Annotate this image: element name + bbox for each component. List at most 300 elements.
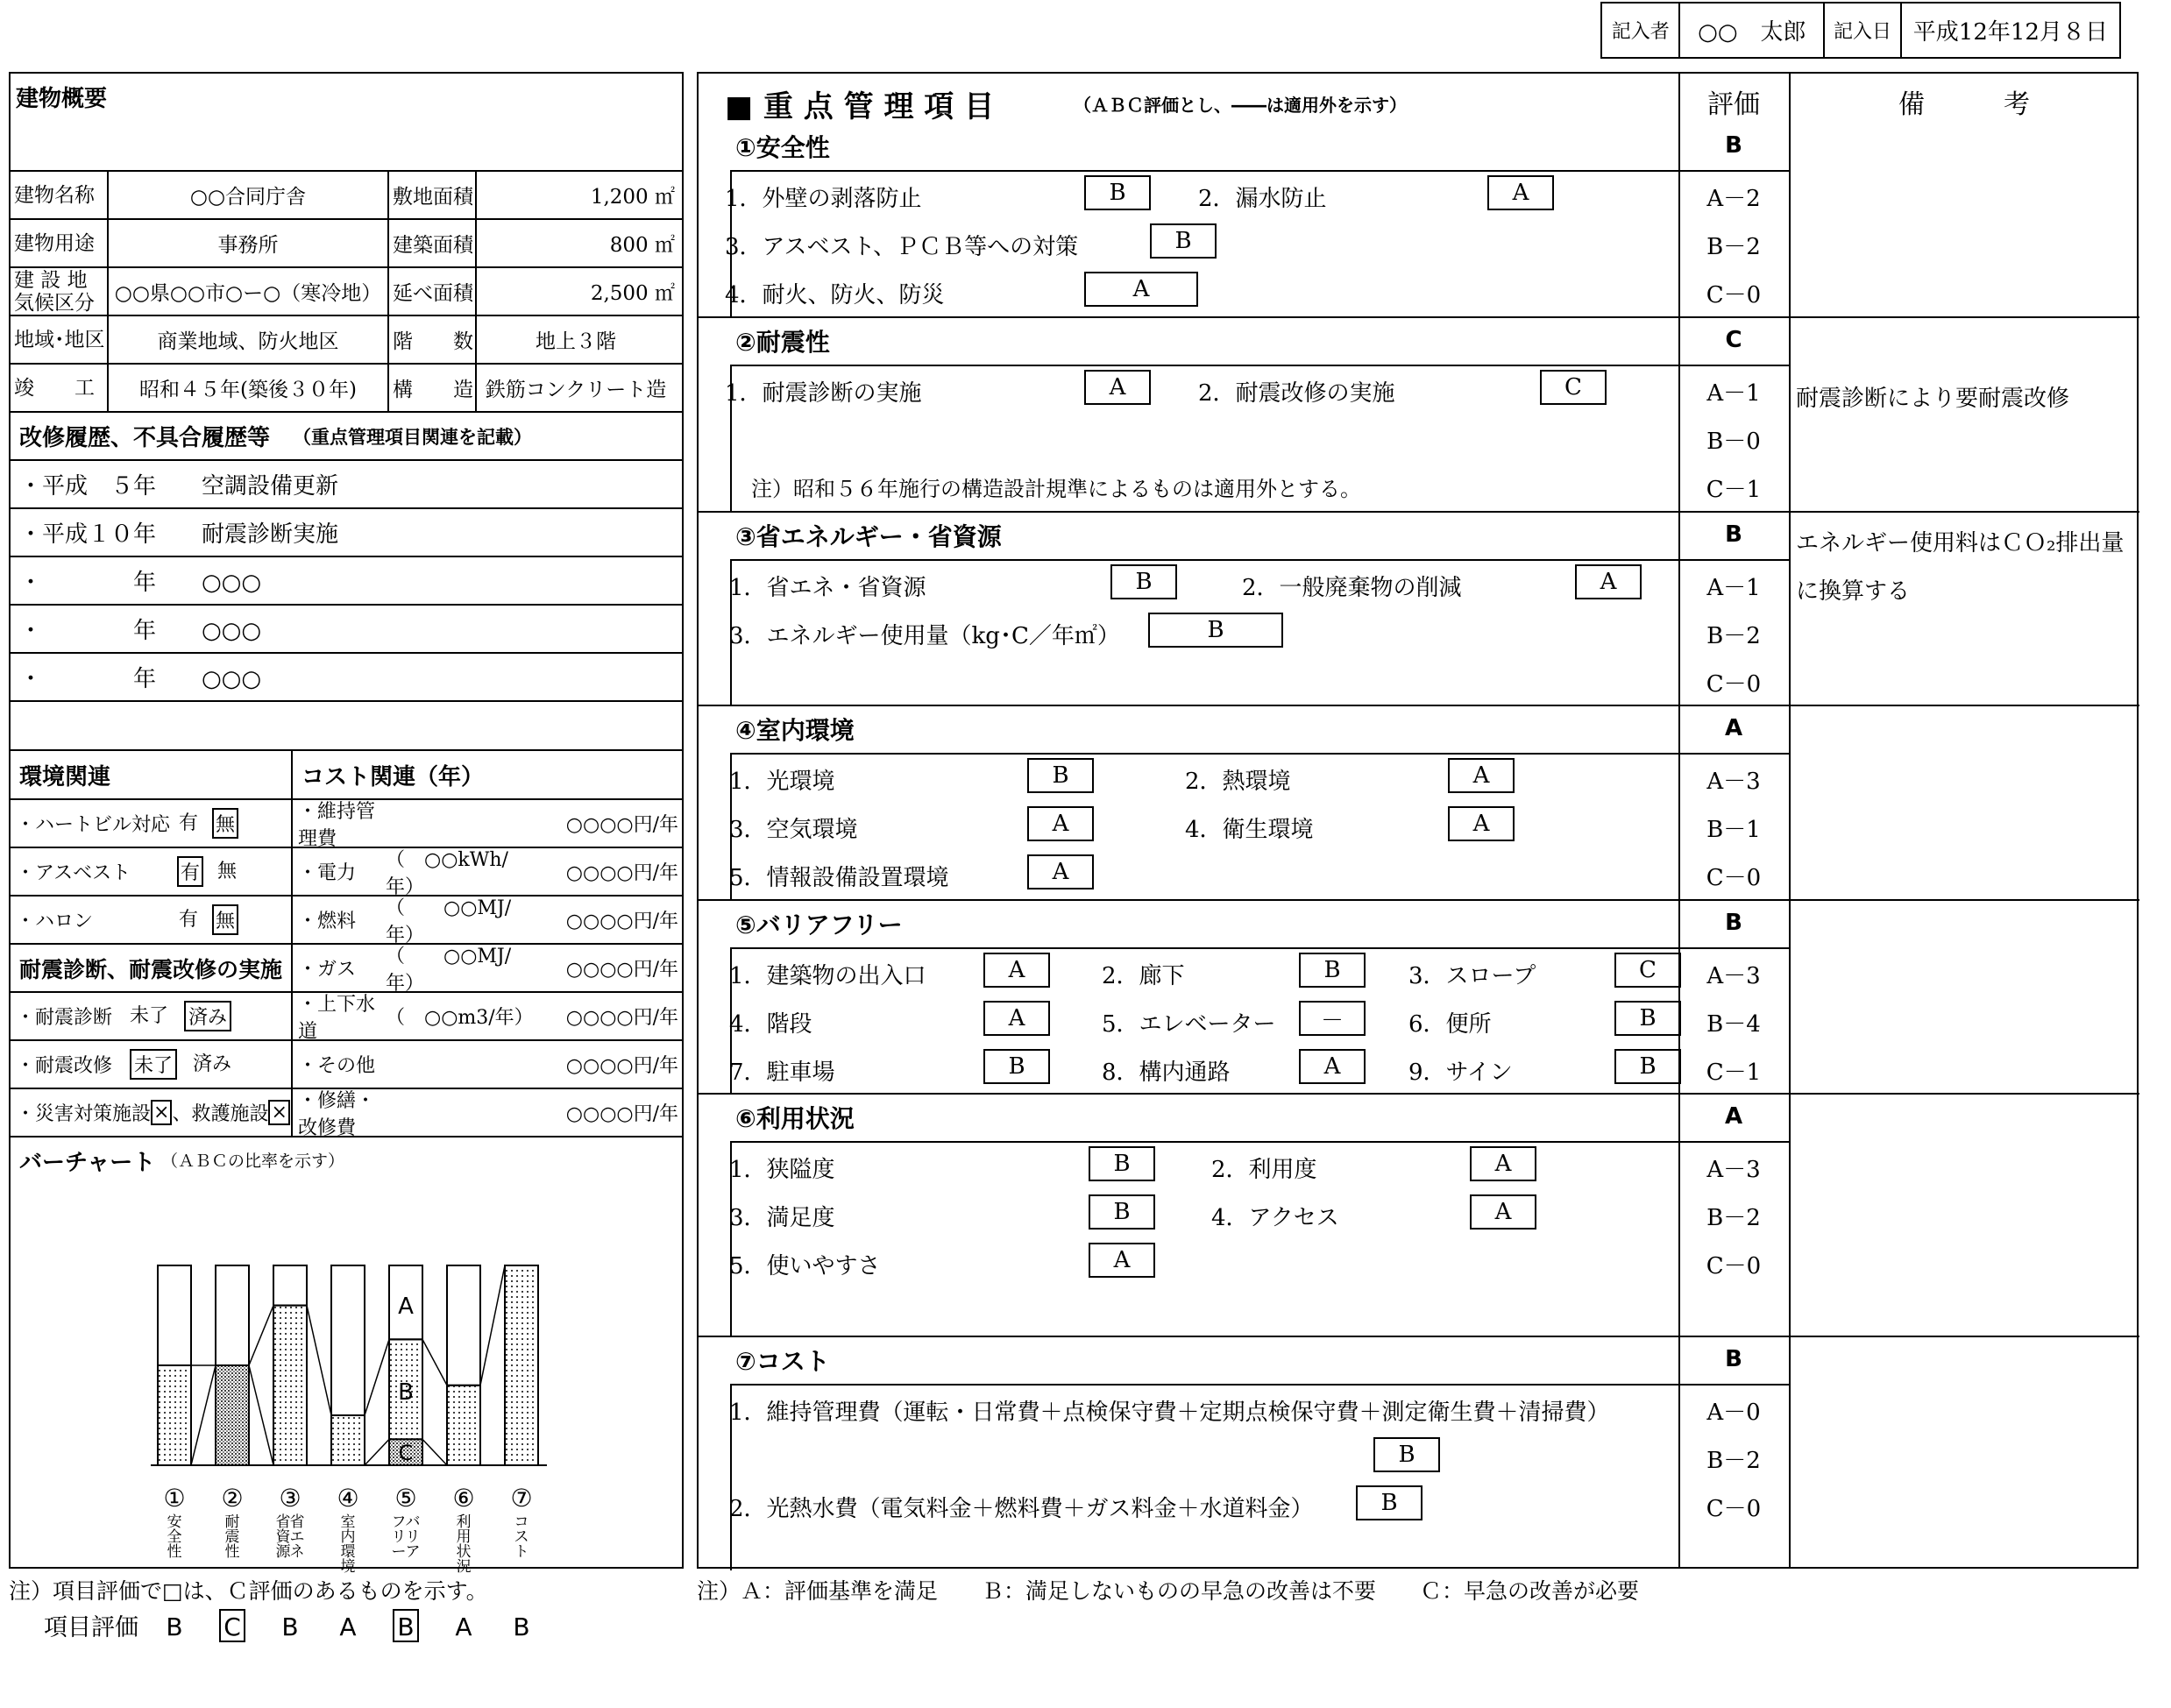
item-label: 1．建築物の出入口 bbox=[729, 963, 926, 989]
env-label: ・ハロン bbox=[16, 911, 94, 932]
overview-key: 地域･地区 bbox=[11, 316, 109, 363]
date-value: 平成12年12月８日 bbox=[1912, 19, 2108, 46]
main-subtitle: （ＡＢＣ評価とし、――は適用外を示す） bbox=[1074, 95, 1407, 116]
eval-grade: B bbox=[513, 1612, 530, 1641]
choice-pair bbox=[177, 904, 238, 935]
grade-divider bbox=[1678, 365, 1789, 366]
bar-segment-a bbox=[447, 1265, 480, 1386]
item-label: 8．構内通路 bbox=[1102, 1060, 1231, 1086]
section-inner-top bbox=[730, 365, 1789, 366]
overview-value: 地上３階 bbox=[536, 330, 616, 353]
count-value: B－2 bbox=[1706, 1205, 1761, 1231]
connector-line bbox=[365, 1339, 389, 1415]
env-cost-row bbox=[11, 1089, 682, 1137]
section-divider bbox=[1789, 899, 2139, 901]
connector-line bbox=[480, 1265, 505, 1386]
count-value: A－3 bbox=[1706, 963, 1761, 989]
item-label: 4．耐火、防火、防災 bbox=[725, 282, 945, 308]
category-label-char: エ bbox=[289, 1528, 305, 1546]
section-grade: B bbox=[1725, 132, 1742, 159]
choice-a: 未了 bbox=[130, 1049, 177, 1080]
bar-segment-a bbox=[273, 1265, 307, 1306]
item-rating: － bbox=[1299, 1001, 1366, 1036]
choice-b: 無 bbox=[212, 808, 238, 839]
category-number: ① bbox=[163, 1484, 186, 1513]
overview-key: 階 数 bbox=[389, 316, 477, 363]
section-title: ④室内環境 bbox=[735, 716, 855, 745]
item-label: 4．アクセス bbox=[1211, 1205, 1339, 1231]
item-rating: B bbox=[1373, 1437, 1440, 1472]
cost-cell bbox=[293, 993, 682, 1043]
category-label-char: 状 bbox=[456, 1543, 472, 1561]
category-number: ③ bbox=[279, 1484, 302, 1513]
cost-unit: （ ○○m3/年） bbox=[386, 1007, 534, 1029]
disaster-label: ・災害対策施設 bbox=[16, 1103, 152, 1125]
choice-pair bbox=[130, 1049, 231, 1080]
overview-value: 1,200 ㎡ bbox=[590, 186, 675, 209]
choice-a: 有 bbox=[177, 856, 203, 887]
section-divider bbox=[1789, 1093, 2139, 1095]
category-label-char: ト bbox=[514, 1543, 529, 1561]
cost-value: ○○○○円/年 bbox=[565, 1055, 678, 1077]
count-value: C－0 bbox=[1706, 282, 1762, 308]
region-label-a: A bbox=[398, 1293, 414, 1320]
item-rating: A bbox=[1027, 806, 1094, 841]
section-grade: A bbox=[1724, 715, 1743, 741]
overview-key: 竣 工 bbox=[11, 365, 109, 411]
count-value: A－0 bbox=[1706, 1400, 1761, 1426]
choice-pair bbox=[177, 808, 238, 839]
cost-label: ・維持管理費 bbox=[298, 800, 376, 850]
date-label: 記入日 bbox=[1825, 4, 1901, 57]
section-inner-top bbox=[730, 947, 1789, 949]
section-inner-top bbox=[730, 1141, 1789, 1143]
grade-divider bbox=[1678, 753, 1789, 755]
grade-divider bbox=[1678, 1141, 1789, 1143]
category-label-char: 境 bbox=[340, 1558, 356, 1576]
chart-title: バーチャート bbox=[19, 1150, 156, 1176]
item-label: 6．便所 bbox=[1408, 1011, 1492, 1038]
history-text: ・ 年 ○○○ bbox=[19, 570, 262, 596]
item-rating: A bbox=[1027, 854, 1094, 889]
grade-divider bbox=[1678, 559, 1789, 561]
grade-divider bbox=[1678, 947, 1789, 949]
section-remark: 耐震診断により要耐震改修 bbox=[1796, 386, 2070, 412]
count-value: B－0 bbox=[1706, 429, 1761, 455]
category-label-char: バ bbox=[405, 1513, 421, 1531]
item-rating: A bbox=[1084, 370, 1151, 405]
bar-segment-b bbox=[447, 1386, 480, 1465]
item-label: 2．一般廃棄物の削減 bbox=[1242, 575, 1462, 601]
env-cost-row bbox=[11, 993, 682, 1041]
section-remark: エネルギー使用料はＣＯ₂排出量 に換算する bbox=[1796, 530, 2125, 605]
item-label: 4．階段 bbox=[729, 1011, 812, 1038]
item-rating: B bbox=[1027, 758, 1094, 793]
eval-grade: B bbox=[397, 1612, 415, 1641]
count-value: B－2 bbox=[1706, 623, 1761, 649]
disaster-mark: × bbox=[151, 1100, 172, 1125]
section-divider bbox=[1789, 1336, 2139, 1337]
count-value: B－2 bbox=[1706, 234, 1761, 260]
item-rating: B bbox=[1356, 1485, 1423, 1520]
item-rating: B bbox=[1110, 564, 1177, 599]
choice-pair bbox=[130, 1001, 231, 1031]
bar-segment-a bbox=[331, 1265, 365, 1415]
overview-value: ○○合同庁舎 bbox=[109, 172, 389, 218]
cost-unit: （ ○○MJ/年） bbox=[386, 897, 512, 946]
section-divider bbox=[699, 705, 1789, 706]
category-number: ② bbox=[221, 1484, 244, 1513]
overview-row bbox=[11, 268, 682, 316]
chart-subtitle: （ＡＢＣの比率を示す） bbox=[161, 1152, 345, 1171]
category-number: ④ bbox=[337, 1484, 359, 1513]
bar-segment-b bbox=[273, 1306, 307, 1465]
item-rating: B bbox=[1299, 953, 1366, 988]
section-grade: B bbox=[1725, 1346, 1742, 1372]
category-label-char: コ bbox=[514, 1513, 529, 1531]
category-label-char: 況 bbox=[456, 1558, 472, 1576]
overview-value: ○○県○○市○ー○（寒冷地） bbox=[109, 268, 389, 315]
choice-b: 済み bbox=[193, 1053, 232, 1075]
choice-pair bbox=[177, 856, 238, 887]
env-label: ・ハートビル対応 bbox=[16, 814, 171, 836]
category-label-char: 資 bbox=[275, 1528, 291, 1546]
count-value: A－3 bbox=[1706, 1157, 1761, 1183]
count-value: B－2 bbox=[1706, 1448, 1761, 1474]
history-text: ・平成 ５年 空調設備更新 bbox=[19, 473, 339, 500]
seismic-label: ・耐震診断 bbox=[16, 1007, 113, 1029]
overview-key: 構 造 bbox=[389, 365, 477, 411]
item-rating: B bbox=[1150, 223, 1217, 259]
item-rating: B bbox=[1148, 613, 1283, 648]
env-cost-row bbox=[11, 848, 682, 897]
overview-row bbox=[11, 172, 682, 220]
env-cell bbox=[11, 848, 293, 895]
item-rating: B bbox=[983, 1049, 1050, 1084]
choice-a: 有 bbox=[178, 909, 198, 931]
cost-value: ○○○○円/年 bbox=[565, 911, 678, 932]
section-divider bbox=[699, 1093, 1789, 1095]
remarks-header: 備 考 bbox=[1898, 89, 2030, 120]
section-note: 注）昭和５６年施行の構造設計規準によるものは適用外とする。 bbox=[751, 477, 1361, 501]
cost-value: ○○○○円/年 bbox=[565, 1007, 678, 1029]
eval-grade: B bbox=[166, 1612, 183, 1641]
item-label: 1．光環境 bbox=[729, 769, 835, 795]
section-title: ⑤バリアフリー bbox=[735, 911, 903, 939]
eval-header: 評価 bbox=[1707, 89, 1760, 120]
item-label: 2．耐震改修の実施 bbox=[1198, 380, 1395, 407]
item-rating: B bbox=[1084, 175, 1151, 210]
count-value: C－0 bbox=[1706, 865, 1762, 891]
overview-value: 2,500 ㎡ bbox=[590, 282, 675, 305]
category-label-char: 用 bbox=[456, 1528, 472, 1546]
history-item bbox=[11, 461, 682, 509]
section-title: ③省エネルギー・省資源 bbox=[735, 522, 1002, 551]
count-value: B－4 bbox=[1706, 1011, 1761, 1038]
bar-segment-b bbox=[505, 1265, 538, 1465]
connector-line bbox=[422, 1339, 447, 1385]
eval-grade: A bbox=[455, 1612, 472, 1641]
env-title: 環境関連 bbox=[11, 751, 293, 798]
cost-label: ・上下水道 bbox=[298, 993, 376, 1043]
section-grade: B bbox=[1725, 910, 1742, 936]
history-title: 改修履歴、不具合履歴等 bbox=[19, 425, 271, 451]
overview-title-row bbox=[11, 74, 682, 172]
grade-divider bbox=[1678, 1384, 1789, 1386]
overview-row bbox=[11, 220, 682, 268]
item-label: 7．駐車場 bbox=[729, 1060, 835, 1086]
section-divider bbox=[1789, 316, 2139, 318]
cost-cell bbox=[293, 897, 682, 946]
choice-b: 済み bbox=[184, 1001, 231, 1031]
category-label-char: 環 bbox=[340, 1543, 356, 1561]
count-value: A－1 bbox=[1706, 575, 1761, 601]
item-rating: A bbox=[1470, 1146, 1536, 1181]
eval-label: 項目評価 bbox=[44, 1614, 138, 1641]
item-rating: C bbox=[1614, 953, 1681, 988]
choice-b: 無 bbox=[212, 904, 238, 935]
choice-a: 有 bbox=[178, 812, 198, 834]
item-label: 5．情報設備設置環境 bbox=[729, 865, 949, 891]
eval-grade: A bbox=[339, 1612, 357, 1641]
cost-cell bbox=[293, 1089, 682, 1139]
env-cell bbox=[11, 800, 293, 847]
count-value: C－0 bbox=[1706, 1496, 1762, 1522]
overview-key: 建 設 地 気候区分 bbox=[11, 268, 109, 315]
item-label: 1．狭隘度 bbox=[729, 1157, 835, 1183]
count-value: C－0 bbox=[1706, 671, 1762, 698]
history-item bbox=[11, 606, 682, 654]
bar-segment-b bbox=[158, 1365, 191, 1465]
item-label: 1．耐震診断の実施 bbox=[725, 380, 922, 407]
cost-cell bbox=[293, 800, 682, 850]
item-rating: A bbox=[1299, 1049, 1366, 1084]
history-item bbox=[11, 509, 682, 557]
env-cell bbox=[11, 993, 293, 1039]
item-label: 3．空気環境 bbox=[729, 817, 858, 843]
region-label-b: B bbox=[398, 1379, 414, 1406]
env-cell bbox=[11, 1089, 293, 1136]
history-title-row bbox=[11, 413, 682, 461]
section-inner-top bbox=[730, 753, 1789, 755]
history-item bbox=[11, 557, 682, 606]
key-management-panel bbox=[697, 72, 2139, 1569]
item-rating: A bbox=[983, 953, 1050, 988]
right-note: 注）Ａ：評価基準を満足 Ｂ：満足しないものの早急の改善は不要 Ｃ：早急の改善が必要 bbox=[697, 1578, 1640, 1604]
history-text: ・ 年 ○○○ bbox=[19, 666, 262, 692]
category-label-char: 性 bbox=[167, 1543, 182, 1561]
item-rating: A bbox=[1575, 564, 1642, 599]
category-label-char: 性 bbox=[224, 1543, 240, 1561]
bar-segment-a bbox=[158, 1265, 191, 1365]
overview-key: 建築面積 bbox=[389, 220, 477, 266]
recorder-value: ○○ 太郎 bbox=[1680, 4, 1825, 57]
region-label-c: C bbox=[398, 1441, 414, 1465]
choice-a: 未了 bbox=[130, 1005, 169, 1027]
cost-value: ○○○○円/年 bbox=[565, 814, 678, 836]
category-label-char: 省 bbox=[289, 1513, 305, 1531]
section-inner-top bbox=[730, 170, 1789, 172]
bar-segment-a bbox=[216, 1265, 249, 1365]
left-note: 注）項目評価で□は、Ｃ評価のあるものを示す。 bbox=[9, 1578, 488, 1604]
category-number: ⑥ bbox=[452, 1484, 475, 1513]
category-label-char: 内 bbox=[340, 1528, 356, 1546]
grade-divider bbox=[1678, 170, 1789, 172]
recorder-label: 記入者 bbox=[1602, 4, 1680, 57]
rescue-mark: × bbox=[268, 1100, 289, 1125]
cost-cell bbox=[293, 945, 682, 995]
env-cost-row bbox=[11, 1041, 682, 1089]
bar-segment-b bbox=[331, 1415, 365, 1465]
item-label: 2．利用度 bbox=[1211, 1157, 1317, 1183]
env-cell bbox=[11, 1041, 293, 1088]
count-value: C－1 bbox=[1706, 1060, 1762, 1086]
item-rating: A bbox=[983, 1001, 1050, 1036]
item-label: 9．サイン bbox=[1408, 1060, 1513, 1086]
count-value: B－1 bbox=[1706, 817, 1761, 843]
item-rating: B bbox=[1089, 1194, 1155, 1230]
overview-title: 建物概要 bbox=[16, 86, 108, 112]
section-title: ⑥利用状況 bbox=[735, 1104, 855, 1133]
item-rating: A bbox=[1084, 272, 1198, 307]
count-value: C－1 bbox=[1706, 477, 1762, 503]
item-rating: A bbox=[1487, 175, 1554, 210]
connector-line bbox=[307, 1306, 331, 1415]
connector-line bbox=[191, 1365, 216, 1465]
section-inner-top bbox=[730, 559, 1789, 561]
category-label-char: リ bbox=[391, 1528, 407, 1546]
main-title: ■ 重 点 管 理 項 目 bbox=[725, 89, 995, 124]
connector-line bbox=[249, 1306, 273, 1365]
category-label-char: フ bbox=[391, 1513, 407, 1531]
category-label-char: ア bbox=[405, 1543, 421, 1561]
env-label: ・アスベスト bbox=[16, 862, 131, 884]
category-number: ⑦ bbox=[510, 1484, 533, 1513]
item-label: 2．廊下 bbox=[1102, 963, 1185, 989]
cost-value: ○○○○円/年 bbox=[565, 862, 678, 884]
seismic-label: ・耐震改修 bbox=[16, 1055, 113, 1077]
cost-value: ○○○○円/年 bbox=[565, 959, 678, 981]
item-label: 5．使いやすさ bbox=[729, 1253, 881, 1279]
category-label-char: ネ bbox=[289, 1543, 305, 1561]
choice-b: 無 bbox=[216, 861, 237, 882]
cost-label: ・燃料 bbox=[298, 911, 357, 932]
category-label-char: 安 bbox=[167, 1513, 182, 1531]
eval-grade: C bbox=[223, 1612, 241, 1641]
count-value: A－2 bbox=[1706, 186, 1761, 212]
section-divider bbox=[699, 316, 1789, 318]
category-label-char: 耐 bbox=[224, 1513, 240, 1531]
item-label: 2．漏水防止 bbox=[1198, 186, 1327, 212]
category-label-char: 省 bbox=[275, 1513, 291, 1531]
count-value: A－3 bbox=[1706, 769, 1761, 795]
item-label: 3．スロープ bbox=[1408, 963, 1536, 989]
cost-label: ・ガス bbox=[298, 959, 357, 981]
bar-segment-c bbox=[216, 1365, 249, 1465]
cost-cell bbox=[293, 848, 682, 898]
cost-title: コスト関連（年） bbox=[302, 763, 485, 790]
category-label-char: 室 bbox=[340, 1513, 356, 1531]
item-label: 2．熱環境 bbox=[1185, 769, 1291, 795]
history-subtitle: （重点管理項目関連を記載） bbox=[293, 426, 533, 448]
category-label-char: 震 bbox=[224, 1528, 240, 1546]
count-value: A－1 bbox=[1706, 380, 1761, 407]
count-value: C－0 bbox=[1706, 1253, 1762, 1279]
item-rating: C bbox=[1540, 370, 1607, 405]
cost-unit: （ ○○kWh/年） bbox=[386, 848, 508, 898]
overview-key: 建物用途 bbox=[11, 220, 109, 266]
cost-label: ・修繕・改修費 bbox=[298, 1089, 376, 1139]
section-title: ⑦コスト bbox=[735, 1347, 830, 1376]
overview-row bbox=[11, 316, 682, 365]
overview-value: 事務所 bbox=[109, 220, 389, 266]
category-label-char: 利 bbox=[456, 1513, 472, 1531]
item-rating: A bbox=[1470, 1194, 1536, 1230]
category-label-char: 全 bbox=[167, 1528, 182, 1546]
cost-label: ・電力 bbox=[298, 862, 357, 884]
item-rating: A bbox=[1089, 1243, 1155, 1278]
item-label: 1．維持管理費（運転・日常費＋点検保守費＋定期点検保守費＋測定衛生費＋清掃費） bbox=[729, 1400, 1610, 1426]
overview-value: 商業地域、防火地区 bbox=[109, 316, 389, 363]
seismic-title: 耐震診断、耐震改修の実施 bbox=[19, 956, 283, 982]
item-label: 3．エネルギー使用量（kg･C／年㎡） bbox=[729, 623, 1120, 649]
item-rating: A bbox=[1448, 806, 1515, 841]
item-rating: B bbox=[1614, 1001, 1681, 1036]
section-divider bbox=[699, 1336, 1789, 1337]
item-label: 1．外壁の剥落防止 bbox=[725, 186, 922, 212]
item-rating: A bbox=[1448, 758, 1515, 793]
item-label: 3．満足度 bbox=[729, 1205, 835, 1231]
item-label: 5．エレベーター bbox=[1102, 1011, 1276, 1038]
blank-row bbox=[11, 703, 682, 751]
item-label: 1．省エネ・省資源 bbox=[729, 575, 926, 601]
category-number: ⑤ bbox=[394, 1484, 417, 1513]
rescue-label: 、救護施設 bbox=[172, 1103, 269, 1125]
history-text: ・平成１０年 耐震診断実施 bbox=[19, 521, 339, 548]
section-divider bbox=[699, 899, 1789, 901]
history-item bbox=[11, 654, 682, 702]
item-label: 4．衛生環境 bbox=[1185, 817, 1314, 843]
overview-key: 敷地面積 bbox=[389, 172, 477, 218]
history-text: ・ 年 ○○○ bbox=[19, 618, 262, 644]
cost-label: ・その他 bbox=[298, 1055, 376, 1077]
overview-key: 建物名称 bbox=[11, 172, 109, 218]
category-label-char: ス bbox=[514, 1528, 529, 1546]
section-divider bbox=[1789, 511, 2139, 513]
cost-value: ○○○○円/年 bbox=[565, 1103, 678, 1125]
overview-value: 800 ㎡ bbox=[609, 234, 675, 257]
item-rating: B bbox=[1614, 1049, 1681, 1084]
connector-line bbox=[249, 1365, 273, 1465]
section-divider bbox=[699, 511, 1789, 513]
section-grade: C bbox=[1725, 327, 1742, 353]
env-cell bbox=[11, 945, 293, 991]
connector-line bbox=[422, 1439, 447, 1465]
item-label: 3．アスベスト、ＰＣＢ等への対策 bbox=[725, 234, 1079, 260]
overview-value: 鉄筋コンクリート造 bbox=[485, 379, 667, 401]
category-label-char: ー bbox=[391, 1543, 407, 1561]
eval-grade: B bbox=[281, 1612, 299, 1641]
section-inner-top bbox=[730, 1384, 1789, 1386]
env-cell bbox=[11, 897, 293, 943]
env-cost-header-row bbox=[11, 751, 682, 800]
section-title: ②耐震性 bbox=[735, 328, 830, 357]
overview-row bbox=[11, 365, 682, 413]
section-grade: B bbox=[1725, 521, 1742, 548]
overview-value: 昭和４５年(築後３０年) bbox=[109, 365, 389, 411]
category-label-char: 源 bbox=[275, 1543, 291, 1561]
section-title: ①安全性 bbox=[735, 133, 830, 162]
